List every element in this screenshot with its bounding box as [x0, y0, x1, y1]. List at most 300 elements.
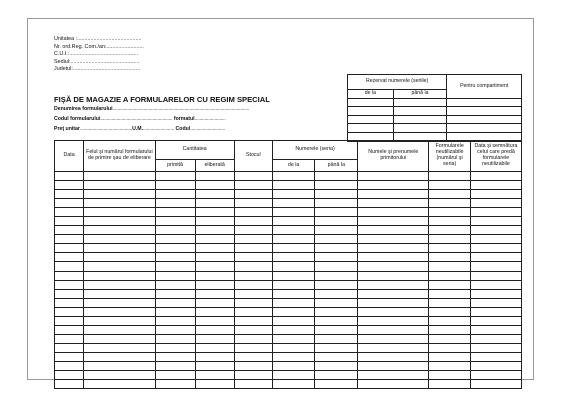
table-cell[interactable]	[358, 334, 429, 343]
table-cell[interactable]	[358, 235, 429, 244]
table-cell[interactable]	[429, 307, 470, 316]
table-cell[interactable]	[470, 235, 521, 244]
table-cell[interactable]	[470, 334, 521, 343]
col-semnatura-header: Data şi semnătura celui care predă formularele neutilizabile	[470, 141, 521, 172]
table-cell[interactable]	[470, 271, 521, 280]
table-cell[interactable]	[234, 208, 272, 217]
table-cell[interactable]	[234, 217, 272, 226]
table-cell[interactable]	[470, 199, 521, 208]
table-cell[interactable]	[55, 172, 84, 181]
table-cell[interactable]	[358, 172, 429, 181]
table-cell[interactable]	[155, 181, 195, 190]
reserved-from-header: de la	[348, 90, 394, 99]
table-cell[interactable]	[315, 298, 358, 307]
table-cell[interactable]	[429, 343, 470, 352]
table-cell[interactable]	[315, 316, 358, 325]
table-cell[interactable]	[358, 343, 429, 352]
reserved-cell[interactable]	[393, 107, 447, 116]
table-cell[interactable]	[272, 361, 315, 370]
table-cell[interactable]	[272, 316, 315, 325]
table-cell[interactable]	[315, 181, 358, 190]
table-cell[interactable]	[429, 371, 470, 380]
table-cell[interactable]	[195, 199, 234, 208]
cui-line: C.U.I.:..............................................	[54, 51, 139, 58]
table-cell[interactable]	[155, 289, 195, 298]
table-cell[interactable]	[429, 298, 470, 307]
reserved-cell[interactable]	[447, 98, 522, 107]
table-cell[interactable]	[358, 371, 429, 380]
table-cell[interactable]	[272, 226, 315, 235]
col-data-header: Data	[55, 141, 84, 172]
table-cell[interactable]	[155, 380, 195, 389]
table-cell[interactable]	[234, 244, 272, 253]
table-cell[interactable]	[155, 352, 195, 361]
table-cell[interactable]	[234, 334, 272, 343]
table-cell[interactable]	[358, 280, 429, 289]
table-cell[interactable]	[55, 352, 84, 361]
table-cell[interactable]	[315, 271, 358, 280]
table-cell[interactable]	[84, 271, 155, 280]
table-cell[interactable]	[55, 253, 84, 262]
table-cell[interactable]	[358, 181, 429, 190]
table-cell[interactable]	[234, 280, 272, 289]
table-cell[interactable]	[155, 199, 195, 208]
col-cantitatea-header: Cantitatea	[155, 141, 234, 160]
table-cell[interactable]	[470, 298, 521, 307]
table-row	[55, 316, 522, 325]
inventory-table	[54, 140, 522, 389]
table-cell[interactable]	[55, 190, 84, 199]
table-cell[interactable]	[315, 262, 358, 271]
col-neutilizabile-header: Formularele neutilizabile (numărul şi seria)	[429, 141, 470, 172]
form-code-line: Codul formularului.......................................................... formatul.........................	[54, 116, 226, 122]
table-cell[interactable]	[315, 244, 358, 253]
table-cell[interactable]	[84, 262, 155, 271]
col-eliberata-header: eliberată	[195, 160, 234, 172]
col-pana-la-header: până la	[315, 160, 358, 172]
table-cell[interactable]	[470, 371, 521, 380]
reserved-row	[348, 115, 522, 124]
table-cell[interactable]	[470, 253, 521, 262]
table-cell[interactable]	[84, 307, 155, 316]
table-cell[interactable]	[470, 307, 521, 316]
table-cell[interactable]	[272, 325, 315, 334]
table-cell[interactable]	[155, 307, 195, 316]
table-cell[interactable]	[470, 244, 521, 253]
col-numerele-header: Numerele (seria)	[272, 141, 357, 160]
col-primita-header: primită	[155, 160, 195, 172]
table-cell[interactable]	[470, 380, 521, 389]
table-cell[interactable]	[55, 244, 84, 253]
form-name-line: Denumirea formularului..............................................................................................................	[54, 106, 250, 112]
table-cell[interactable]	[55, 262, 84, 271]
table-cell[interactable]	[429, 181, 470, 190]
table-cell[interactable]	[234, 190, 272, 199]
table-cell[interactable]	[429, 253, 470, 262]
table-cell[interactable]	[55, 343, 84, 352]
table-cell[interactable]	[55, 271, 84, 280]
table-cell[interactable]	[315, 334, 358, 343]
table-cell[interactable]	[470, 289, 521, 298]
table-cell[interactable]	[272, 181, 315, 190]
table-cell[interactable]	[155, 217, 195, 226]
table-cell[interactable]	[358, 361, 429, 370]
reserved-cell[interactable]	[393, 124, 447, 133]
form-title: FIŞĂ DE MAGAZIE A FORMULARELOR CU REGIM SPECIAL	[54, 95, 270, 104]
table-cell[interactable]	[55, 199, 84, 208]
table-cell[interactable]	[55, 325, 84, 334]
table-cell[interactable]	[315, 289, 358, 298]
table-cell[interactable]	[155, 253, 195, 262]
table-cell[interactable]	[84, 208, 155, 217]
table-cell[interactable]	[55, 181, 84, 190]
unit-price-label: Preţ unitar	[54, 126, 80, 132]
table-cell[interactable]	[470, 190, 521, 199]
table-cell[interactable]	[315, 352, 358, 361]
table-cell[interactable]	[315, 199, 358, 208]
table-cell[interactable]	[358, 307, 429, 316]
table-cell[interactable]	[315, 371, 358, 380]
table-cell[interactable]	[84, 352, 155, 361]
table-cell[interactable]	[358, 226, 429, 235]
table-cell[interactable]	[234, 343, 272, 352]
table-cell[interactable]	[55, 298, 84, 307]
table-row	[55, 262, 522, 271]
table-cell[interactable]	[470, 361, 521, 370]
table-cell[interactable]	[429, 217, 470, 226]
table-cell[interactable]	[470, 217, 521, 226]
table-cell[interactable]	[429, 208, 470, 217]
table-cell[interactable]	[429, 316, 470, 325]
col-de-la-header: de la	[272, 160, 315, 172]
table-cell[interactable]	[55, 235, 84, 244]
table-row	[55, 298, 522, 307]
table-cell[interactable]	[358, 380, 429, 389]
table-cell[interactable]	[358, 298, 429, 307]
table-cell[interactable]	[272, 371, 315, 380]
table-row	[55, 208, 522, 217]
table-cell[interactable]	[195, 298, 234, 307]
table-cell[interactable]	[195, 190, 234, 199]
table-cell[interactable]	[195, 226, 234, 235]
table-cell[interactable]	[55, 208, 84, 217]
table-cell[interactable]	[470, 325, 521, 334]
table-cell[interactable]	[315, 190, 358, 199]
table-cell[interactable]	[315, 380, 358, 389]
table-cell[interactable]	[84, 289, 155, 298]
table-cell[interactable]	[55, 361, 84, 370]
table-cell[interactable]	[429, 380, 470, 389]
table-cell[interactable]	[84, 334, 155, 343]
table-cell[interactable]	[234, 361, 272, 370]
reg-com-line: Nr. ord.Reg. Com./an:.........................	[54, 43, 144, 50]
table-cell[interactable]	[84, 380, 155, 389]
table-cell[interactable]	[155, 208, 195, 217]
table-cell[interactable]	[195, 343, 234, 352]
table-cell[interactable]	[195, 371, 234, 380]
reserved-cell[interactable]	[447, 124, 522, 133]
table-cell[interactable]	[272, 280, 315, 289]
table-cell[interactable]	[272, 199, 315, 208]
code-label: Codul	[175, 126, 191, 132]
table-cell[interactable]	[272, 307, 315, 316]
table-cell[interactable]	[315, 307, 358, 316]
col-stocul-header: Stocul	[234, 141, 272, 172]
table-cell[interactable]	[315, 217, 358, 226]
table-cell[interactable]	[429, 262, 470, 271]
table-cell[interactable]	[429, 190, 470, 199]
col-felul-header: Felul şi numărul formularului de primire şau de eliberare	[84, 141, 155, 172]
table-cell[interactable]	[234, 316, 272, 325]
table-cell[interactable]	[470, 172, 521, 181]
table-cell[interactable]	[429, 244, 470, 253]
table-cell[interactable]	[84, 190, 155, 199]
reserved-cell[interactable]	[393, 115, 447, 124]
table-cell[interactable]	[84, 226, 155, 235]
table-cell[interactable]	[429, 199, 470, 208]
table-cell[interactable]	[272, 244, 315, 253]
table-row	[55, 380, 522, 389]
table-cell[interactable]	[358, 289, 429, 298]
table-cell[interactable]	[195, 172, 234, 181]
table-cell[interactable]	[470, 343, 521, 352]
table-cell[interactable]	[195, 325, 234, 334]
table-cell[interactable]	[55, 316, 84, 325]
table-cell[interactable]	[195, 262, 234, 271]
table-row	[55, 352, 522, 361]
table-cell[interactable]	[272, 217, 315, 226]
table-cell[interactable]	[84, 325, 155, 334]
table-cell[interactable]	[155, 235, 195, 244]
table-cell[interactable]	[358, 199, 429, 208]
reserved-numbers-table	[347, 74, 522, 142]
table-cell[interactable]	[84, 343, 155, 352]
table-cell[interactable]	[272, 235, 315, 244]
table-cell[interactable]	[470, 280, 521, 289]
table-cell[interactable]	[84, 181, 155, 190]
table-row	[55, 226, 522, 235]
table-row	[55, 199, 522, 208]
table-row	[55, 172, 522, 181]
table-cell[interactable]	[84, 371, 155, 380]
table-cell[interactable]	[272, 343, 315, 352]
table-cell[interactable]	[55, 217, 84, 226]
judetul-line: Judetul:.............................................	[54, 66, 141, 73]
table-cell[interactable]	[234, 262, 272, 271]
table-cell[interactable]	[155, 226, 195, 235]
table-cell[interactable]	[272, 208, 315, 217]
table-cell[interactable]	[358, 190, 429, 199]
table-cell[interactable]	[84, 199, 155, 208]
table-cell[interactable]	[155, 190, 195, 199]
table-cell[interactable]	[234, 352, 272, 361]
table-cell[interactable]	[155, 343, 195, 352]
table-cell[interactable]	[272, 298, 315, 307]
table-cell[interactable]	[315, 361, 358, 370]
table-cell[interactable]	[84, 253, 155, 262]
table-cell[interactable]	[234, 298, 272, 307]
table-cell[interactable]	[234, 199, 272, 208]
table-cell[interactable]	[234, 289, 272, 298]
table-cell[interactable]	[195, 280, 234, 289]
table-cell[interactable]	[155, 280, 195, 289]
table-cell[interactable]	[155, 316, 195, 325]
table-cell[interactable]	[234, 181, 272, 190]
table-cell[interactable]	[358, 325, 429, 334]
table-cell[interactable]	[358, 244, 429, 253]
table-cell[interactable]	[315, 172, 358, 181]
table-cell[interactable]	[234, 226, 272, 235]
table-cell[interactable]	[429, 226, 470, 235]
table-cell[interactable]	[195, 352, 234, 361]
table-cell[interactable]	[272, 352, 315, 361]
um-label: U.M.	[132, 126, 144, 132]
table-cell[interactable]	[84, 235, 155, 244]
unit-price-line: Preţ unitar..........................................U.M.......................... Codul............................	[54, 126, 226, 132]
table-cell[interactable]	[195, 235, 234, 244]
table-cell[interactable]	[195, 334, 234, 343]
table-cell[interactable]	[358, 217, 429, 226]
table-cell[interactable]	[195, 271, 234, 280]
table-cell[interactable]	[195, 217, 234, 226]
table-cell[interactable]	[470, 208, 521, 217]
table-cell[interactable]	[272, 190, 315, 199]
table-cell[interactable]	[84, 298, 155, 307]
table-row	[55, 371, 522, 380]
table-cell[interactable]	[195, 289, 234, 298]
table-cell[interactable]	[234, 271, 272, 280]
reserved-cell[interactable]	[348, 98, 394, 107]
table-cell[interactable]	[55, 307, 84, 316]
table-cell[interactable]	[55, 280, 84, 289]
table-cell[interactable]	[272, 172, 315, 181]
table-cell[interactable]	[195, 316, 234, 325]
table-cell[interactable]	[155, 262, 195, 271]
table-cell[interactable]	[429, 172, 470, 181]
table-cell[interactable]	[315, 235, 358, 244]
table-cell[interactable]	[195, 181, 234, 190]
table-cell[interactable]	[429, 280, 470, 289]
table-cell[interactable]	[358, 262, 429, 271]
table-cell[interactable]	[84, 217, 155, 226]
table-cell[interactable]	[272, 253, 315, 262]
table-cell[interactable]	[470, 181, 521, 190]
table-cell[interactable]	[315, 253, 358, 262]
table-cell[interactable]	[315, 280, 358, 289]
table-cell[interactable]	[155, 244, 195, 253]
table-cell[interactable]	[84, 361, 155, 370]
table-cell[interactable]	[195, 361, 234, 370]
table-row	[55, 181, 522, 190]
table-cell[interactable]	[195, 307, 234, 316]
table-cell[interactable]	[315, 208, 358, 217]
table-cell[interactable]	[272, 262, 315, 271]
table-cell[interactable]	[55, 371, 84, 380]
table-cell[interactable]	[234, 253, 272, 262]
table-cell[interactable]	[155, 325, 195, 334]
table-cell[interactable]	[55, 289, 84, 298]
reserved-cell[interactable]	[348, 115, 394, 124]
reserved-to-header: până la	[393, 90, 447, 99]
table-cell[interactable]	[470, 262, 521, 271]
table-cell[interactable]	[429, 334, 470, 343]
table-cell[interactable]	[234, 172, 272, 181]
table-cell[interactable]	[358, 352, 429, 361]
reserved-row	[348, 124, 522, 133]
unit-line: Unitatea :...........................................	[54, 36, 142, 42]
reserved-cell[interactable]	[393, 98, 447, 107]
table-cell[interactable]	[234, 307, 272, 316]
table-cell[interactable]	[429, 352, 470, 361]
table-cell[interactable]	[272, 334, 315, 343]
table-cell[interactable]	[358, 316, 429, 325]
table-cell[interactable]	[155, 361, 195, 370]
table-cell[interactable]	[84, 172, 155, 181]
table-cell[interactable]	[195, 208, 234, 217]
table-cell[interactable]	[155, 298, 195, 307]
table-cell[interactable]	[84, 244, 155, 253]
table-cell[interactable]	[195, 380, 234, 389]
table-row	[55, 271, 522, 280]
table-cell[interactable]	[234, 380, 272, 389]
table-cell[interactable]	[272, 289, 315, 298]
table-cell[interactable]	[272, 271, 315, 280]
table-cell[interactable]	[234, 235, 272, 244]
table-cell[interactable]	[272, 380, 315, 389]
table-cell[interactable]	[55, 380, 84, 389]
table-cell[interactable]	[234, 371, 272, 380]
table-cell[interactable]	[429, 325, 470, 334]
table-cell[interactable]	[55, 334, 84, 343]
table-cell[interactable]	[55, 226, 84, 235]
form-code-label: Codul formularului	[54, 116, 101, 122]
table-cell[interactable]	[429, 271, 470, 280]
format-label: formatul	[173, 116, 195, 122]
table-cell[interactable]	[234, 325, 272, 334]
table-cell[interactable]	[429, 235, 470, 244]
table-cell[interactable]	[315, 325, 358, 334]
col-numele-header: Numele şi prenumele primitorului	[358, 141, 429, 172]
table-row	[55, 280, 522, 289]
table-cell[interactable]	[155, 371, 195, 380]
table-row	[55, 334, 522, 343]
table-row	[55, 244, 522, 253]
reserved-cell[interactable]	[447, 107, 522, 116]
table-cell[interactable]	[358, 208, 429, 217]
reserved-cell[interactable]	[447, 115, 522, 124]
table-cell[interactable]	[84, 280, 155, 289]
table-cell[interactable]	[315, 343, 358, 352]
reserved-cell[interactable]	[348, 107, 394, 116]
reserved-row	[348, 107, 522, 116]
table-cell[interactable]	[155, 172, 195, 181]
table-cell[interactable]	[195, 253, 234, 262]
table-cell[interactable]	[429, 289, 470, 298]
table-cell[interactable]	[155, 334, 195, 343]
table-cell[interactable]	[358, 271, 429, 280]
table-cell[interactable]	[358, 253, 429, 262]
table-cell[interactable]	[470, 226, 521, 235]
table-cell[interactable]	[470, 316, 521, 325]
table-cell[interactable]	[84, 316, 155, 325]
table-cell[interactable]	[315, 226, 358, 235]
reserved-cell[interactable]	[348, 124, 394, 133]
table-cell[interactable]	[470, 352, 521, 361]
table-cell[interactable]	[155, 271, 195, 280]
table-cell[interactable]	[429, 361, 470, 370]
table-cell[interactable]	[195, 244, 234, 253]
reserved-header: Rezervat numerele (seriile)	[348, 75, 447, 90]
